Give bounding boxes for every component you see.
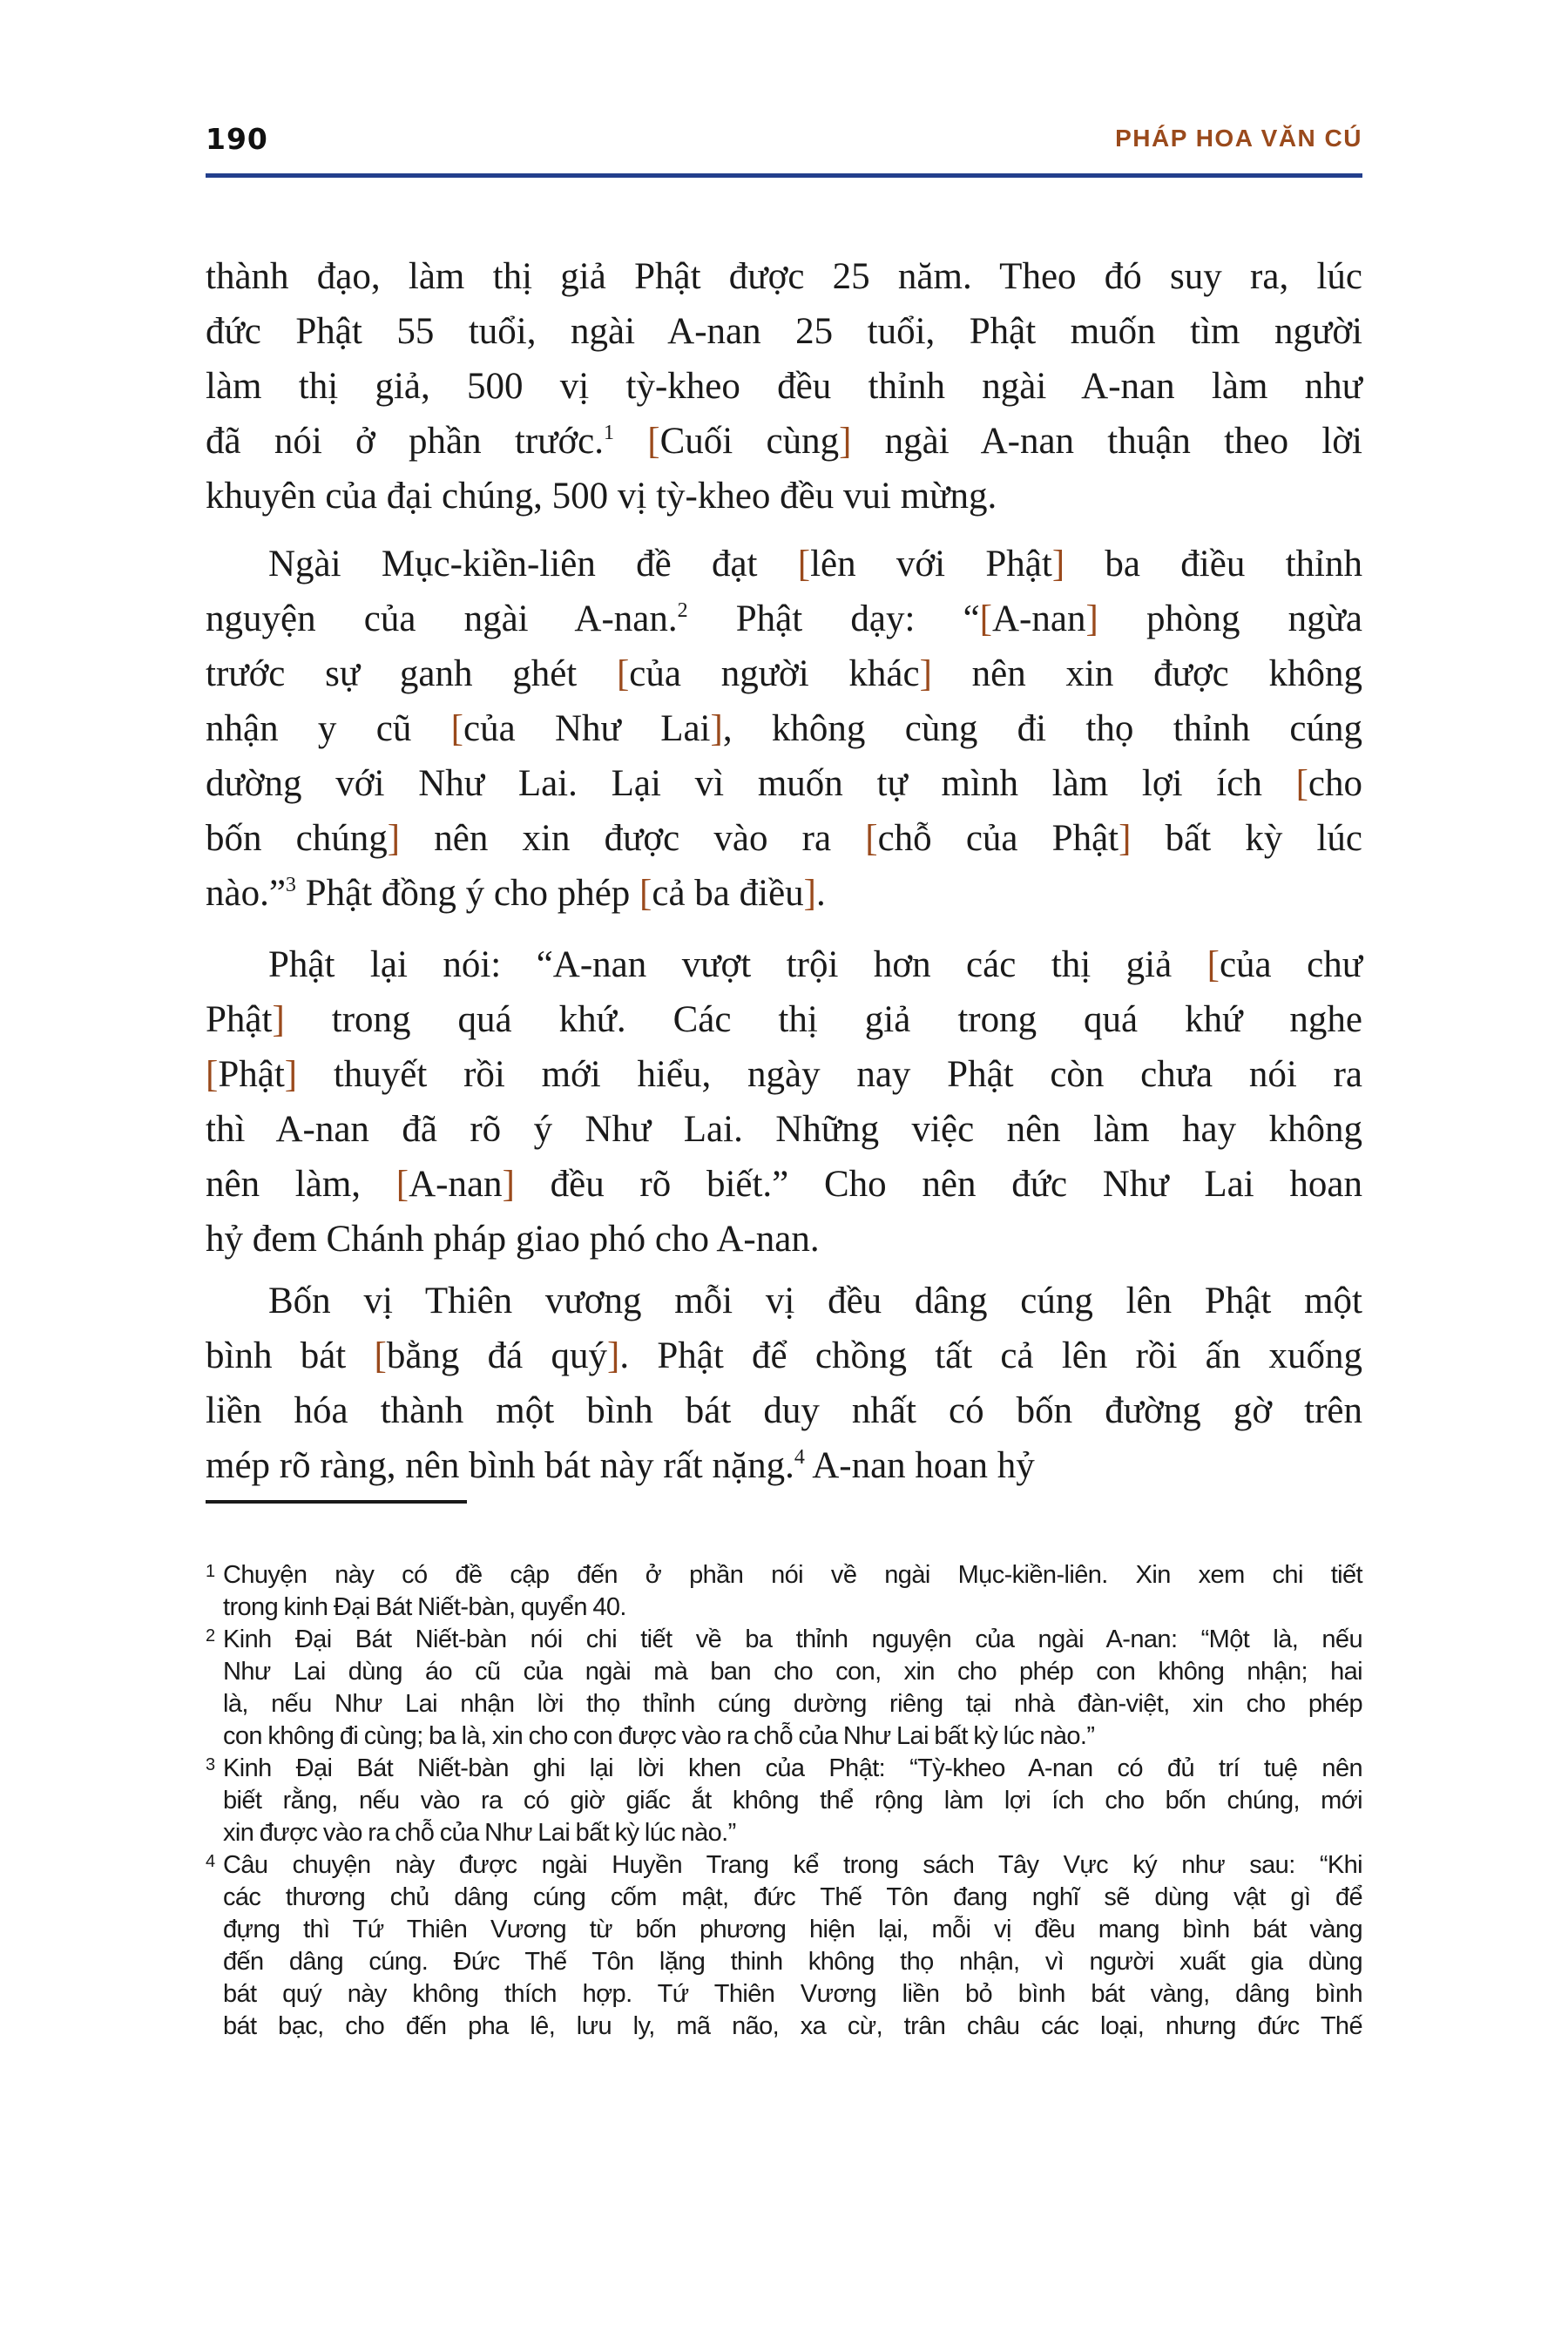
footnote-line [206,1914,1362,1946]
footnote [206,1559,1362,1624]
text-run: của chư [1219,944,1362,985]
paragraph [206,537,1362,921]
text-run: đều rõ biết.” Cho nên đức Như Lai hoan [514,1164,1362,1205]
footnote-line [206,1849,1362,1882]
editorial-bracket: [ [797,544,811,585]
text-line [206,701,1362,756]
footnotes [206,1559,1362,2043]
footnote-number: 4 [206,1852,215,1871]
footnote-text: các thương chủ dâng cúng cốm mật, đức Thế Tôn đang nghĩ sẽ dùng vật gì để [223,1883,1362,1911]
editorial-bracket: [ [374,1335,387,1376]
text-run: A-nan [409,1164,503,1205]
text-run: mép rõ ràng, nên bình bát này rất nặng. [206,1445,794,1486]
text-line [206,1383,1362,1438]
text-run: nhận y cũ [206,708,451,749]
editorial-bracket: [ [395,1164,409,1205]
text-line [206,866,1362,921]
footnote-reference: 3 [285,874,296,896]
editorial-bracket: ] [1119,818,1132,859]
text-run: liền hóa thành một bình bát duy nhất có bốn đường gờ trên [206,1390,1362,1431]
text-run: trong quá khứ. Các thị giả trong quá khứ nghe [284,999,1362,1040]
text-line [206,1157,1362,1212]
text-run: thành đạo, làm thị giả Phật được 25 năm. Theo đó suy ra, lúc [206,256,1362,297]
text-run: làm thị giả, 500 vị tỳ-kheo đều thỉnh ngài A-nan làm như [206,366,1362,407]
footnote-text: Như Lai dùng áo cũ của ngài mà ban cho con, xin cho phép con không nhận; hai [223,1658,1362,1686]
paragraph [206,1274,1362,1493]
editorial-bracket: ] [272,999,285,1040]
editorial-bracket: [ [1295,763,1308,804]
editorial-bracket: ] [839,421,852,462]
footnote [206,1849,1362,2043]
text-run [614,421,647,462]
footnote-reference: 1 [604,422,615,444]
text-line [206,992,1362,1047]
text-run: nào.” [206,873,286,914]
text-run: đức Phật 55 tuổi, ngài A-nan 25 tuổi, Phật muốn tìm người [206,311,1362,352]
text-run: bằng đá quý [386,1335,607,1376]
footnote-text: Kinh Đại Bát Niết-bàn nói chi tiết về ba thỉnh nguyện của ngài A-nan: “Một là, nếu [223,1625,1362,1653]
text-run: nên xin được vào ra [400,818,866,859]
footnote-line [206,1817,1362,1849]
footnote-reference: 2 [677,599,688,622]
editorial-bracket: [ [639,873,652,914]
text-line [206,469,1362,524]
paragraph [206,937,1362,1267]
editorial-bracket: ] [919,653,932,694]
text-run: ngài A-nan thuận theo lời [851,421,1362,462]
text-line [206,591,1362,646]
text-run: bình bát [206,1335,375,1376]
text-line [206,414,1362,469]
footnote-text: đến dâng cúng. Đức Thế Tôn lặng thinh không thọ nhận, vì người xuất gia dùng [223,1948,1362,1976]
text-run: cả ba điều [652,873,804,914]
footnote-line [206,1624,1362,1656]
text-line [206,1047,1362,1102]
editorial-bracket: [ [979,598,992,639]
editorial-bracket: ] [710,708,723,749]
editorial-bracket: ] [387,818,401,859]
text-line [206,811,1362,866]
footnote-number: 2 [206,1626,215,1646]
footnote-text: biết rằng, nếu vào ra có giờ giấc ắt không thể rộng làm lợi ích cho bốn chúng, mới [223,1787,1362,1815]
footnote-line [206,1559,1362,1592]
text-run: , không cùng đi thọ thỉnh cúng [722,708,1363,749]
text-run: dường với Như Lai. Lại vì muốn tự mình làm lợi ích [206,763,1296,804]
text-run: Cuối cùng [659,421,840,462]
footnote-text: là, nếu Như Lai nhận lời thọ thỉnh cúng dường riêng tại nhà đàn-việt, xin cho phép [223,1690,1362,1718]
paragraph [206,249,1362,524]
text-run: của người khác [629,653,920,694]
footnote-text: bát quý này không thích hợp. Tứ Thiên Vương liền bỏ bình bát vàng, dâng bình [223,1980,1362,2008]
footnote-text: Chuyện này có đề cập đến ở phần nói về ngài Mục-kiền-liên. Xin xem chi tiết [223,1561,1362,1589]
text-run: Phật [206,999,273,1040]
footnote [206,1624,1362,1753]
footnote-number: 3 [206,1755,215,1774]
editorial-bracket: [ [865,818,878,859]
editorial-bracket: [ [206,1054,219,1095]
text-line [206,756,1362,811]
text-line [206,1102,1362,1157]
text-run: lên với Phật [810,544,1052,585]
footnote-line [206,1946,1362,1978]
footnote-line [206,1785,1362,1817]
text-run: A-nan [991,598,1086,639]
text-run: Ngài Mục-kiền-liên đề đạt [268,544,798,585]
text-line [206,1328,1362,1383]
footnote-number: 1 [206,1562,215,1581]
text-line [206,249,1362,304]
text-run: Phật đồng ý cho phép [295,873,640,914]
text-run: ba điều thỉnh [1064,544,1362,585]
text-run: Phật lại nói: “A-nan vượt trội hơn các thị giả [268,944,1207,985]
footnote-separator [206,1500,467,1504]
text-run: nên làm, [206,1164,396,1205]
text-run: . [816,873,826,914]
editorial-bracket: [ [450,708,463,749]
text-run: . Phật để chồng tất cả lên rồi ấn xuống [619,1335,1363,1376]
editorial-bracket: ] [1051,544,1065,585]
text-line [206,359,1362,414]
text-run: bốn chúng [206,818,388,859]
editorial-bracket: ] [502,1164,515,1205]
main-text [206,249,1362,1493]
text-run: phòng ngừa [1098,598,1362,639]
text-run: chỗ của Phật [877,818,1119,859]
footnote-text: trong kinh Đại Bát Niết-bàn, quyển 40. [223,1593,626,1621]
text-run: Bốn vị Thiên vương mỗi vị đều dâng cúng lên Phật một [268,1281,1362,1321]
footnote-line [206,2011,1362,2043]
text-line [206,1438,1362,1493]
header-rule [206,173,1362,178]
text-run: bất kỳ lúc [1131,818,1363,859]
footnote-line [206,1978,1362,2011]
footnote-text: Kinh Đại Bát Niết-bàn ghi lại lời khen của Phật: “Tỳ-kheo A-nan có đủ trí tuệ nên [223,1754,1362,1782]
footnote-reference: 4 [794,1446,805,1469]
editorial-bracket: [ [616,653,630,694]
editorial-bracket: [ [1206,944,1220,985]
text-run: khuyên của đại chúng, 500 vị tỳ-kheo đều vui mừng. [206,476,997,517]
footnote [206,1753,1362,1849]
footnote-line [206,1882,1362,1914]
text-run: đã nói ở phần trước. [206,421,605,462]
text-line [206,1274,1362,1328]
footnote-line [206,1656,1362,1688]
editorial-bracket: [ [647,421,660,462]
footnote-text: Câu chuyện này được ngài Huyền Trang kể trong sách Tây Vực ký như sau: “Khi [223,1851,1362,1879]
text-run: của Như Lai [463,708,711,749]
footnote-line [206,1688,1362,1720]
text-run: trước sự ganh ghét [206,653,617,694]
editorial-bracket: ] [607,1335,620,1376]
footnote-line [206,1592,1362,1624]
text-line [206,304,1362,359]
footnote-line [206,1720,1362,1753]
text-run: A-nan hoan hỷ [804,1445,1035,1486]
footnote-text: con không đi cùng; ba là, xin cho con được vào ra chỗ của Như Lai bất kỳ lúc nào.” [223,1722,1095,1750]
text-run: nguyện của ngài A-nan. [206,598,678,639]
editorial-bracket: ] [284,1054,298,1095]
text-run: thuyết rồi mới hiểu, ngày nay Phật còn chưa nói ra [297,1054,1362,1095]
text-run: Phật [218,1054,285,1095]
text-line [206,1212,1362,1267]
text-run: nên xin được không [931,653,1362,694]
footnote-line [206,1753,1362,1785]
text-run: thì A-nan đã rõ ý Như Lai. Những việc nên làm hay không [206,1109,1362,1150]
text-run: cho [1308,763,1362,804]
text-line [206,646,1362,701]
book-title: PHÁP HOA VĂN CÚ [1115,125,1362,152]
running-header [206,122,1362,166]
page-number: 190 [206,122,268,156]
text-run: Phật dạy: “ [687,598,980,639]
footnote-text: bát bạc, cho đến pha lê, lưu ly, mã não, xa cừ, trân châu các loại, nhưng đức Thế [223,2012,1362,2040]
editorial-bracket: ] [803,873,816,914]
footnote-text: xin được vào ra chỗ của Như Lai bất kỳ lúc nào.” [223,1819,736,1847]
editorial-bracket: ] [1085,598,1098,639]
text-line [206,537,1362,591]
footnote-text: đựng thì Tứ Thiên Vương từ bốn phương hiện lại, mỗi vị đều mang bình bát vàng [223,1916,1362,1943]
text-run: hỷ đem Chánh pháp giao phó cho A-nan. [206,1219,820,1260]
text-line [206,937,1362,992]
